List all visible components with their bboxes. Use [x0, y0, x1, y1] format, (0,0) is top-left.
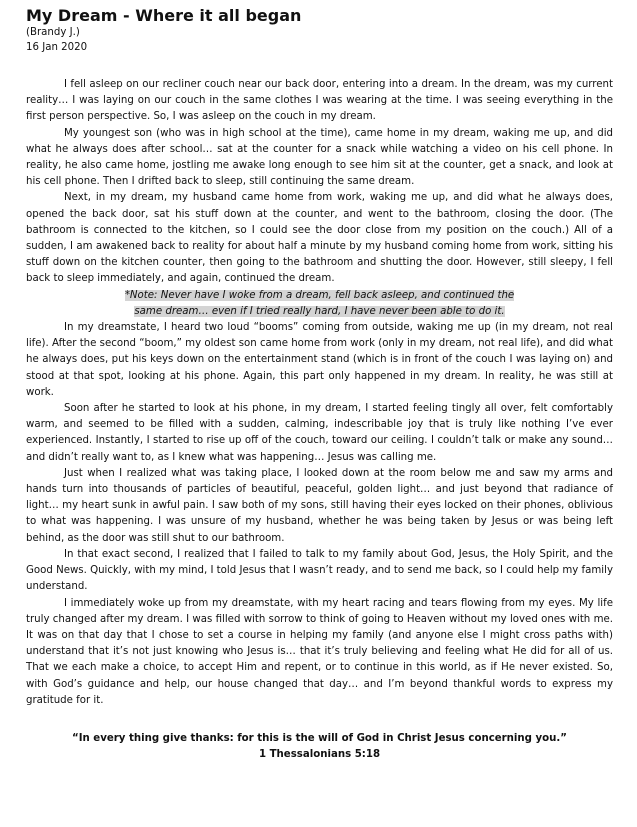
paragraph: Just when I realized what was taking place, I looked down at the room below me and saw my arms and hands turn into thousands of particles of beautiful, peaceful, golden light… and just beyond that radiance of light… my heart sunk in awful pain. I saw both of my sons, still having their eyes locked on their phones, oblivious to what was happening. I was unsure of my husband, whether he was being taken by Jesus or was being left behind, as the door was still shut to our bathroom.	[26, 467, 613, 544]
document-page	[26, 6, 613, 763]
story-body	[26, 77, 613, 709]
paragraph: My youngest son (who was in high school at the time), came home in my dream, waking me up, and did what he always does after school… sat at the counter for a snack while watching a video on his cell phone. In reality, he also came home, jostling me awake long enough to see him sit at the counter, get a snack, and look at his cell phone. Then I drifted back to sleep, still continuing the same dream.	[26, 127, 613, 188]
paragraph: I immediately woke up from my dreamstate, with my heart racing and tears flowing from my eyes. My life truly changed after my dream. I was filled with sorrow to think of going to Heaven without my loved ones with me. It was on that day that I chose to set a course in helping my family (and anyone else I might cross paths with) understand that it’s not just knowing who Jesus is… that it’s truly believing and feeling what He did for all of us. That we each make a choice, to accept Him and repent, or to continue in this world, as if He never existed. So, with God’s guidance and help, our house changed that day… and I’m beyond thankful words to express my gratitude for it.	[26, 597, 613, 706]
paragraph: I fell asleep on our recliner couch near our back door, entering into a dream. In the dream, was my current reality… I was laying on our couch in the same clothes I was wearing at the time. I was seeing everything in the first person perspective. So, I was asleep on the couch in my dream.	[26, 79, 613, 123]
scripture-quote: “In every thing give thanks: for this is the will of God in Christ Jesus concerning you.”	[72, 732, 567, 744]
paragraph: In my dreamstate, I heard two loud “booms” coming from outside, waking me up (in my dream, not real life). After the second “boom,” my oldest son came home from work (only in my dream, not real life), and did what he always does, put his keys down on the entertainment stand (which is in front of the couch I was laying on) and stood at that spot, looking at his phone. Again, this part only happened in my dream. In reality, he was still at work.	[26, 322, 613, 398]
document-title: My Dream - Where it all began	[26, 6, 302, 25]
paragraph: Soon after he started to look at his phone, in my dream, I started feeling tingly all over, felt comfortably warm, and seemed to be filled with a sudden, calming, indescribable joy that is truly like nothing I’ve ever experienced. Instantly, I started to rise up off of the couch, toward our ceiling. I couldn’t talk or make any sound… and didn’t really want to, as I knew what was happening… Jesus was calling me.	[26, 403, 613, 463]
note-line-2: same dream… even if I tried really hard, I have never been able to do it.	[134, 305, 505, 317]
author-line: (Brandy J.)	[26, 27, 80, 38]
date-line: 16 Jan 2020	[26, 41, 88, 53]
paragraph: Next, in my dream, my husband came home from work, waking me up, and did what he always does, opened the back door, sat his stuff down at the counter, and went to the bathroom, closing the door. (The bathroom is connected to the kitchen, so I could see the door close from my position on the couch.) All of a sudden, I am awakened back to reality for about half a minute by my husband coming home from work, sitting his stuff down on the kitchen counter, then going to the bathroom and shutting the door. However, still sleepy, I fell back to sleep immediately, and again, continued the dream.	[26, 192, 613, 285]
scripture-reference: 1 Thessalonians 5:18	[258, 748, 381, 760]
highlighted-note	[26, 288, 613, 320]
paragraph: In that exact second, I realized that I failed to talk to my family about God, Jesus, the Holy Spirit, and the Good News. Quickly, with my mind, I told Jesus that I wasn’t ready, and to send me back, so I could help my family understand.	[26, 548, 613, 593]
closing-scripture	[26, 731, 613, 763]
note-line-1: *Note: Never have I woke from a dream, fell back asleep, and continued the	[124, 289, 515, 301]
